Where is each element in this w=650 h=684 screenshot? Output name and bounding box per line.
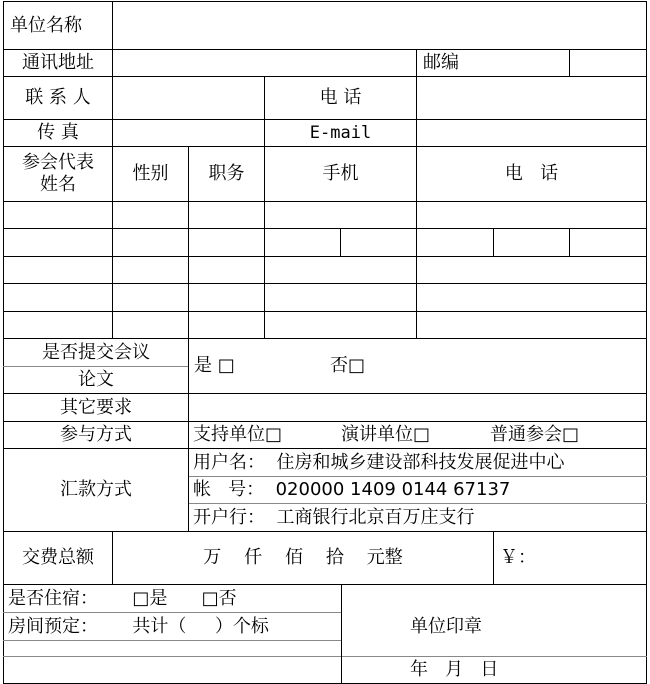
participation-regular-checkbox[interactable]: 普通参会□ [490,424,580,446]
postcode-field[interactable] [570,50,646,76]
room-booking[interactable]: 房间预定： 共计（ ）个标 [8,615,269,637]
phone-label: 电 话 [319,87,362,109]
phone-field[interactable] [417,77,646,119]
date-label: 年 月 日 [410,659,499,681]
gender-header: 性别 [132,163,169,185]
contact-field[interactable] [113,77,264,119]
mobile-header: 手机 [322,163,359,185]
attendee-header-line1: 参会代表 [22,152,94,174]
paper-yes-checkbox[interactable]: 是 □ [194,355,235,377]
hline [3,584,647,585]
email-field[interactable] [417,120,646,146]
attendee-header-line2: 姓名 [40,174,76,195]
position-header: 职务 [208,163,245,185]
lodging-question[interactable]: 是否住宿： □是 □否 [8,588,237,610]
participation-label: 参与方式 [60,424,132,446]
account-name: 用户名： 住房和城乡建设部科技发展促进中心 [193,451,565,473]
email-label: E-mail [309,122,372,143]
unit-name-field[interactable] [113,2,646,49]
other-requests-field[interactable] [189,394,646,421]
participation-support-checkbox[interactable]: 支持单位□ [193,424,283,446]
vline [188,338,189,531]
participation-speaker-checkbox[interactable]: 演讲单位□ [341,424,431,446]
other-requests-label: 其它要求 [60,396,132,418]
total-label: 交费总额 [22,547,94,569]
attendee-header [4,147,112,201]
unit-seal: 单位印章 [410,616,482,638]
vline [493,531,494,585]
yen-label[interactable]: ￥： [500,547,536,569]
unit-name-label: 单位名称 [10,14,82,36]
contact-label: 联 系 人 [25,87,91,109]
account-number: 帐 号： 020000 1409 0144 67137 [193,479,511,501]
paper-question-line1: 是否提交会议 [42,341,150,363]
attendee-rows[interactable] [4,202,646,338]
address-field[interactable] [113,50,416,76]
hline-thin [3,640,342,641]
paper-question-line2: 论文 [78,368,114,390]
tel-header: 电 话 [504,163,559,185]
amount-units[interactable]: 万 仟 佰 拾 元整 [203,547,403,569]
border-right [646,1,647,684]
fax-field[interactable] [113,120,264,146]
fax-label: 传 真 [37,122,79,144]
address-label: 通讯地址 [22,52,94,74]
paper-no-checkbox[interactable]: 否□ [330,355,366,377]
paper-question [4,339,188,393]
postcode-label: 邮编 [423,52,459,74]
remittance-label: 汇款方式 [60,479,132,501]
bank-name: 开户行： 工商银行北京百万庄支行 [193,506,475,528]
